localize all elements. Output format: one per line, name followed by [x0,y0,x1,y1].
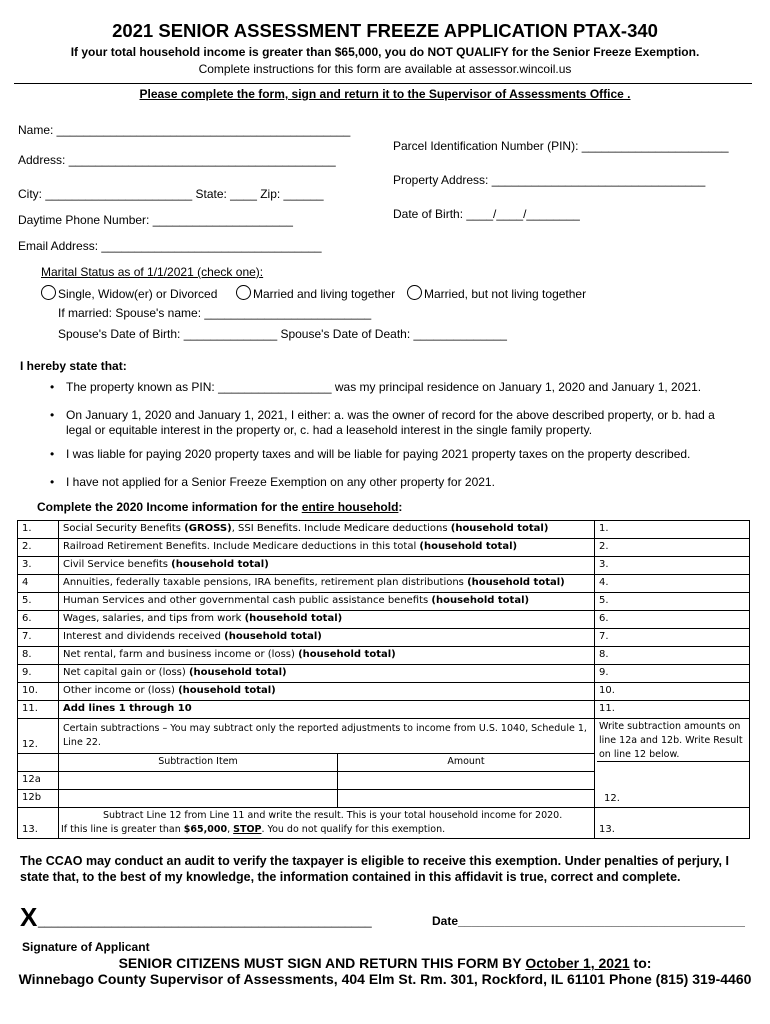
table-row [18,647,750,665]
line-amount-cell[interactable]: 13. [595,808,750,839]
line-number: 3. [18,557,59,575]
line-description: Wages, salaries, and tips from work (household total) [59,611,595,629]
statement-item: • I was liable for paying 2020 property taxes and will be liable for paying 2021 property taxes on the property described. [48,447,738,462]
subtraction-item-input[interactable] [59,790,338,808]
line-amount-cell[interactable]: 10. [595,683,750,701]
line-description: Human Services and other governmental cash public assistance benefits (household total) [59,593,595,611]
line-amount-cell[interactable]: 7. [595,629,750,647]
line-number: 12b [18,790,59,808]
line-instructions: Write subtraction amounts on line 12a and 12b. Write Result on line 12 below. [595,719,750,808]
line-description: Railroad Retirement Benefits. Include Medicare deductions in this total (household total) [59,539,595,557]
marital-option-label: Married, but not living together [424,287,587,301]
line-number [18,754,59,772]
line-description: Civil Service benefits (household total) [59,557,595,575]
marital-option-label: Married and living together [253,287,396,301]
table-row [18,521,750,539]
affidavit-text: The CCAO may conduct an audit to verify the taxpayer is eligible to receive this exemption. Under penalties of perjury, I state that, to the best of my knowledge, the information contained in this affidavit is true, correct and complete. [20,854,729,884]
table-row [18,539,750,557]
income-table [17,520,750,839]
line-description: Social Security Benefits (GROSS), SSI Benefits. Include Medicare deductions (household total) [59,521,595,539]
table-row [18,629,750,647]
line-description: Add lines 1 through 10 [59,701,595,719]
line-number: 12a [18,772,59,790]
address-field[interactable]: Address: ________________________________________ [18,153,336,167]
signature-line[interactable]: __________________________________________________ [38,914,372,928]
income-heading: Complete the 2020 Income information for the entire household: [37,500,403,514]
line-amount-cell[interactable]: 3. [595,557,750,575]
pin-field[interactable]: Parcel Identification Number (PIN): ______________________ [393,139,729,153]
date-of-birth-field[interactable]: Date of Birth: ____/____/________ [393,207,580,221]
table-row [18,701,750,719]
line-amount-cell[interactable]: 11. [595,701,750,719]
subtraction-item-input[interactable] [59,772,338,790]
table-row [18,808,750,839]
table-row [18,719,750,754]
name-field[interactable]: Name: ____________________________________________ [18,123,351,137]
radio-married-together[interactable] [236,285,251,300]
amount-input[interactable] [338,772,595,790]
statement-item: • The property known as PIN: _________________ was my principal residence on January 1, 2020 and January 1, 2021. [48,380,738,395]
line-number: 13. [18,808,59,839]
income-notice: If your total household income is greater than $65,000, you do NOT QUALIFY for the Senior Freeze Exemption. [70,45,700,59]
phone-field[interactable]: Daytime Phone Number: _____________________ [18,213,293,227]
line-amount-cell[interactable]: 6. [595,611,750,629]
date-line[interactable]: Date___________________________________________ [432,914,745,928]
marital-option-married-together[interactable] [236,285,395,301]
line-12-divider [597,761,750,762]
statement-item: • On January 1, 2020 and January 1, 2021, I either: a. was the owner of record for the above described property, or b. had a legal or equitable interest in the property or, c. had a leasehold interest in the single family property. [48,408,738,438]
radio-single[interactable] [41,285,56,300]
signature-x-mark: X [20,902,38,932]
line-amount-cell[interactable]: 1. [595,521,750,539]
line-number: 1. [18,521,59,539]
return-note: Please complete the form, sign and return it to the Supervisor of Assessments Office . [139,87,631,101]
line-number: 5. [18,593,59,611]
amount-header: Amount [338,754,595,772]
office-address: Winnebago County Supervisor of Assessments, 404 Elm St. Rm. 301, Rockford, IL 61101 Phone (815) 319-4460 [18,971,752,987]
marital-status-heading: Marital Status as of 1/1/2021 (check one): [41,265,264,279]
spouse-name-field[interactable]: If married: Spouse's name: _________________________ [58,306,372,320]
city-state-zip-field[interactable]: City: ______________________ State: ____ Zip: ______ [18,187,324,201]
header-divider [14,83,752,84]
line-description: Annuities, federally taxable pensions, IRA benefits, retirement plan distributions (household total) [59,575,595,593]
line-amount-cell[interactable]: 4. [595,575,750,593]
table-row [18,665,750,683]
table-row [18,593,750,611]
table-row [18,557,750,575]
line-description: Net rental, farm and business income or (loss) (household total) [59,647,595,665]
line-number: 6. [18,611,59,629]
statement-heading: I hereby state that: [20,359,127,373]
line-amount-cell[interactable]: 9. [595,665,750,683]
marital-option-label: Single, Widow(er) or Divorced [58,287,218,301]
line-description: Certain subtractions – You may subtract only the reported adjustments to income from U.S. 1040, Schedule 1, Line 22. [59,719,595,754]
line-description: Net capital gain or (loss) (household total) [59,665,595,683]
line-amount-cell[interactable]: 8. [595,647,750,665]
table-row [18,575,750,593]
line-number: 12. [18,719,59,754]
radio-married-apart[interactable] [407,285,422,300]
line-number: 10. [18,683,59,701]
line-description: Other income or (loss) (household total) [59,683,595,701]
line-description: Interest and dividends received (household total) [59,629,595,647]
line-number: 8. [18,647,59,665]
property-address-field[interactable]: Property Address: ________________________________ [393,173,706,187]
deadline-notice: SENIOR CITIZENS MUST SIGN AND RETURN THIS FORM BY October 1, 2021 to: [118,955,652,971]
subtraction-item-header: Subtraction Item [59,754,338,772]
marital-option-single[interactable] [41,285,217,301]
statement-item: • I have not applied for a Senior Freeze Exemption on any other property for 2021. [48,475,738,490]
signature-label: Signature of Applicant [22,940,150,954]
table-row [18,683,750,701]
line-amount-cell[interactable]: 2. [595,539,750,557]
line-number: 9. [18,665,59,683]
amount-input[interactable] [338,790,595,808]
table-row [18,611,750,629]
line-12-result-label[interactable]: 12. [604,793,620,804]
email-field[interactable]: Email Address: _________________________________ [18,239,322,253]
line-number: 2. [18,539,59,557]
line-amount-cell[interactable]: 5. [595,593,750,611]
line-number: 11. [18,701,59,719]
instructions-note: Complete instructions for this form are available at assessor.wincoil.us [198,62,572,76]
line-number: 7. [18,629,59,647]
line-description: Subtract Line 12 from Line 11 and write the result. This is your total household income for 2020. If this line is greater than $65,000, STOP. You do not qualify for this exemption. [59,808,595,839]
line-number: 4 [18,575,59,593]
form-title: 2021 SENIOR ASSESSMENT FREEZE APPLICATION PTAX-340 [112,20,658,41]
marital-option-married-apart[interactable] [407,285,586,301]
spouse-dates-field[interactable]: Spouse's Date of Birth: ______________ Spouse's Date of Death: ______________ [58,327,507,341]
